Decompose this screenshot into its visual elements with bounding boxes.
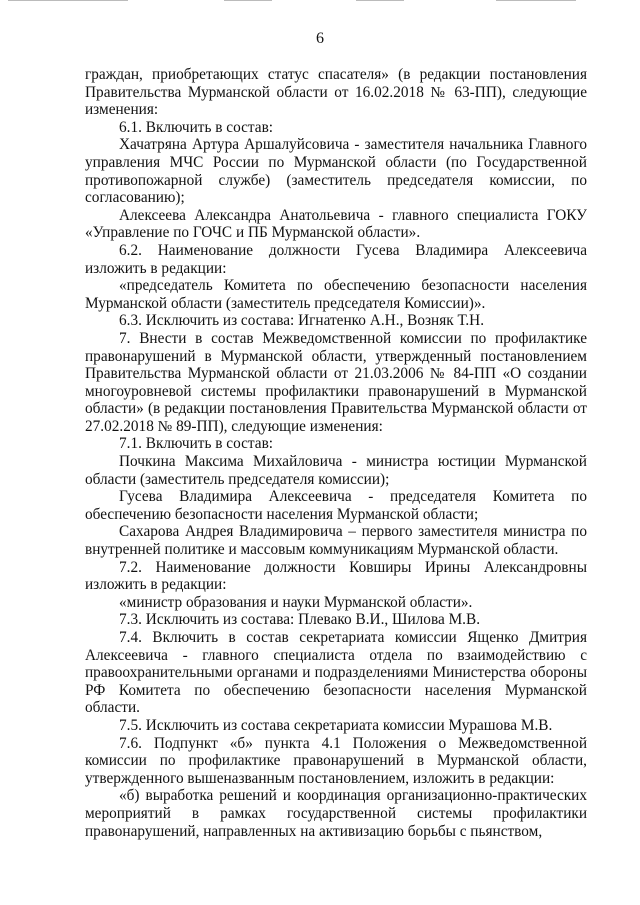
paragraph: 7.6. Подпункт «б» пункта 4.1 Положения о Межведомственной комиссии по профилактике правонарушений в Мурманской области, утвержденного вышеназванным постановлением, изложить в редакции:	[85, 734, 587, 787]
document-body	[85, 66, 587, 840]
paragraph: Гусева Владимира Алексеевича - председателя Комитета по обеспечению безопасности населения Мурманской области;	[85, 488, 587, 523]
scan-edge-mark	[224, 0, 272, 1]
paragraph: 7.3. Исключить из состава: Плевако В.И., Шилова М.В.	[119, 611, 481, 629]
paragraph: «б) выработка решений и координация организационно-практических мероприятий в рамках государственной системы профилактики правонарушений, направленных на активизацию борьбы с пьянством,	[85, 787, 587, 840]
paragraph: 6.1. Включить в состав:	[119, 118, 274, 136]
paragraph: граждан, приобретающих статус спасателя» (в редакции постановления Правительства Мурманской области от 16.02.2018 № 63-ПП), следующие изменения:	[85, 66, 587, 119]
paragraph: 7.5. Исключить из состава секретариата комиссии Мурашова М.В.	[119, 716, 553, 734]
scan-edge-mark	[496, 0, 576, 1]
paragraph: 6.2. Наименование должности Гусева Владимира Алексеевича изложить в редакции:	[85, 241, 587, 277]
scan-edge-mark	[8, 0, 128, 1]
page-number: 6	[316, 30, 324, 47]
paragraph: «министр образования и науки Мурманской области».	[119, 593, 473, 611]
paragraph: «председатель Комитета по обеспечению безопасности населения Мурманской области (заместитель председателя Комиссии)».	[85, 277, 587, 312]
scan-edge-mark	[356, 0, 404, 1]
paragraph: Хачатряна Артура Аршалуйсовича - заместителя начальника Главного управления МЧС России по Мурманской области (по Государственной противопожарной службе) (заместитель председателя комиссии, по согласованию);	[85, 136, 587, 207]
paragraph: Сахарова Андрея Владимировича – первого заместителя министра по внутренней политике и массовым коммуникациям Мурманской области.	[85, 523, 587, 559]
paragraph: 7.1. Включить в состав:	[119, 435, 274, 453]
paragraph: 7.4. Включить в состав секретариата комиссии Ященко Дмитрия Алексеевича - главного специалиста отдела по взаимодействию с правоохранительными органами и подразделениями Министерства обороны РФ Комитета по обеспечению безопасности населения Мурманской области.	[85, 629, 587, 717]
paragraph: Почкина Максима Михайловича - министра юстиции Мурманской области (заместитель председателя комиссии);	[85, 453, 587, 488]
paragraph: Алексеева Александра Анатольевича - главного специалиста ГОКУ «Управление по ГОЧС и ПБ Мурманской области».	[85, 206, 587, 242]
paragraph: 7.2. Наименование должности Ковширы Ирины Александровны изложить в редакции:	[85, 558, 587, 594]
paragraph: 7. Внести в состав Межведомственной комиссии по профилактике правонарушений в Мурманской области, утвержденный постановлением Правительства Мурманской области от 21.03.2006 № 84-ПП «О создании многоуровневой системы профилактики правонарушений в Мурманской области» (в редакции постановления Правительства Мурманской области от 27.02.2018 № 89-ПП), следующие изменения:	[85, 329, 587, 435]
paragraph: 6.3. Исключить из состава: Игнатенко А.Н., Возняк Т.Н.	[119, 312, 485, 330]
